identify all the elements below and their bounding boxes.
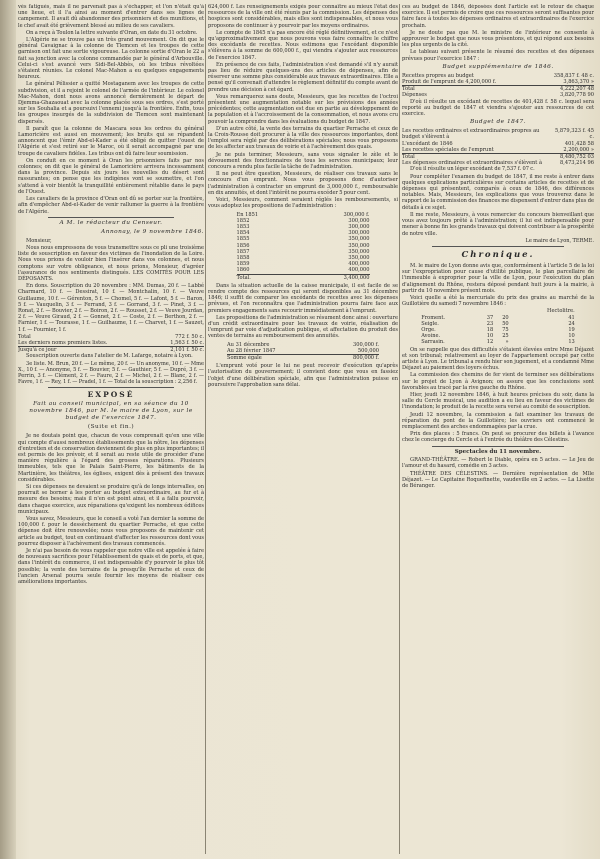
- article-text: Vous remarquerez sans doute, Messieurs, que les recettes de l'octroi présentent une augmentation notable sur les prévisions des années précédentes; cette augmentation est due en partie au développement de la population et à l'accroissement de la consommation, et nous avons cru pouvoir la comprendre dans les évaluations du budget de 1847.: [208, 93, 398, 125]
- row-label: Somme égale: [227, 354, 326, 361]
- row-value: 300,000 f.: [352, 341, 379, 348]
- budget-1846-table: [402, 73, 594, 99]
- article-text: L'emprunt voté pour le lui ne peut recevoir d'exécution qu'après l'autorisation du gouvernement; il convient donc que vous en fassiez l'objet d'une délibération spéciale, afin que l'administration puisse en poursuivre l'approbation sans délai.: [208, 363, 398, 388]
- article-text: Pour compléter l'examen du budget de 1847, il me reste à entrer dans quelques explications particulières sur certains articles de recettes et de dépenses qui présentent, comparés à ceux de 1846, des différences notables. Mais, Messieurs, les explications que vous trouverez dans le rapport de la commission des finances me dispensent d'entrer dans plus de détails à ce sujet.: [402, 173, 594, 211]
- article-text: Il ne peut être question, Messieurs, de réaliser ces travaux sans le concours d'un emprunt. Nous vous proposons donc d'autoriser l'administration à contracter un emprunt de 3,000,000 f., remboursable en dix annuités, et dont l'intérêt ne pourra excéder 5 pour cent.: [208, 171, 398, 196]
- table-cell: 400,000: [348, 267, 370, 274]
- table-cell: 401,428 58: [564, 140, 594, 147]
- article-text: Voici, Messieurs, comment seraient réglés les remboursements, si vous adoptez les propositions de l'administration :: [208, 197, 398, 210]
- chronicle-heading: Chronique.: [461, 249, 535, 260]
- article-text: Si ces dépenses ne devaient se produire qu'à de longs intervalles, on pourrait se borner à les porter au budget extraordinaire, au fur et à mesure des besoins; mais il n'en est point ainsi, et il a fallu pourvoir, dans chaque exercice, aux réparations qu'exigent les nombreux édifices municipaux.: [18, 484, 204, 515]
- table-cell: 1859: [236, 261, 250, 268]
- article-text: vés fatigués, mais il ne parvenait pas à s'échapper, et l'on n'était qu'à une lieue, et il l'a ainsi au moment d'entrer dans ses lignes de campement. Il avait dû abandonner des prisonniers et des munitions, et le chef avait été grièvement blessé au milieu de ses cavaliers.: [18, 4, 204, 29]
- column-1: [18, 4, 204, 854]
- article-text: Voici quelle a été la mercuriale du prix des grains au marché de la Guillotière du samedi 7 novembre 1846 :: [402, 294, 594, 308]
- table-cell: 300,000: [348, 230, 370, 237]
- table-cell: Recettes propres au budget: [402, 72, 474, 79]
- divider: [432, 446, 564, 447]
- table-cell: L'excédant de 1846: [402, 140, 453, 147]
- article-text: Les propositions de l'administration se résument donc ainsi : ouverture d'un crédit extraordinaire pour les travaux de voirie, réalisation de l'emprunt par voie d'adjudication publique, et affectation du produit des ventes de terrains au remboursement des annuités.: [208, 314, 398, 340]
- table-cell: Froment.: [421, 314, 446, 321]
- article-text: Monsieur,: [26, 237, 52, 244]
- article-text: Il me reste, Messieurs, à vous remercier du concours bienveillant que vous avez toujours prêté à l'administration; il lui est indispensable pour mener à bonne fin les grands travaux qui doivent contribuer à la prospérité de notre ville.: [402, 211, 594, 237]
- table-row: [237, 267, 370, 274]
- grain-price-table: [421, 308, 575, 345]
- table-cell: 20: [502, 314, 509, 321]
- table-cell: Total: [402, 86, 537, 93]
- article-text: Vous savez, Messieurs, que le conseil a voté l'an dernier la somme de 100,000 f. pour le dessèchement du quartier Perrache, et que cette dépense doit être renouvelée; nous vous proposons de maintenir cet article au budget, tout en continuant d'affecter les ressources dont vous pourrez disposer à l'achèvement des travaux commencés.: [18, 516, 204, 547]
- article-text: THÉÂTRE DES CÉLESTINS. — Dernière représentation de Mlle Déjazet. — Le Capitaine Roquefinette, vaudeville en 2 actes. — La Lisette de Béranger.: [402, 470, 594, 489]
- article-text: On se rappelle que des difficultés s'étaient élevées entre Mme Déjazet et son tribunal; relativement au loyer de l'appartement occupé par cette artiste à Lyon. Le tribunal a rendu hier son jugement, et a condamné Mme Déjazet au paiement des loyers échus.: [402, 346, 594, 372]
- binding-gutter: [0, 0, 16, 859]
- article-text: La commission des chemins de fer vient de terminer ses délibérations sur le projet de Lyon à Avignon; on assure que les conclusions sont favorables au tracé par la rive gauche du Rhône.: [402, 372, 594, 391]
- table-total-value: 3,400,000: [297, 274, 370, 281]
- article-text: Nous nous empressons de vous transmettre sous ce pli une troisième liste de souscription en faveur des victimes de l'inondation de la Loire. Nous vous prions de vouloir bien l'insérer dans vos colonnes, et nous comptons sur votre obligeance, et nous prions, Monsieur, d'agréer l'assurance de nos sentiments distingués. LES COMITÉS POUR LES DÉPOSANTS.: [18, 244, 204, 282]
- table-cell: 37: [486, 314, 494, 321]
- column-3: [402, 4, 594, 854]
- row-label: Au 31 décembre: [227, 341, 270, 348]
- table-cell: Seigle.: [421, 320, 439, 327]
- total-label: Total: [18, 333, 31, 340]
- article-text: Je n'ai pas besoin de vous rappeler que notre ville est appelée à faire de nouveaux sacrifices pour l'établissement de quais et de ports, et que, dans l'intérêt du commerce, il est indispensable d'y pourvoir le plus tôt possible; la vente des terrains de la presqu'île Perrache et ceux de l'ancien Arsenal pourra seule fournir les moyens de réaliser ces améliorations importantes.: [18, 548, 204, 586]
- table-cell: 1856: [236, 242, 250, 249]
- total-value: 772 f. 50 c.: [175, 333, 204, 340]
- section-title: EXPOSÉ: [87, 390, 135, 400]
- table-cell: Orge.: [421, 326, 436, 333]
- table-cell: 1853: [236, 223, 250, 230]
- article-text: Souscription ouverte dans l'atelier de M. Lafarge, notaire à Lyon.: [26, 353, 193, 360]
- subscription-list: En dons. Souscription du 20 novembre : MM. Dumas, 20 f. — Labbé Charmard, 10 f. — Dessirat, 10 f. — Montchalin, 10 f. — Veuve Guillaume, 10 f. — Gérenton, 5 f. — Chomel, 5 f. — Lafont, 5 f. — Baron, 5 f. — Vauquelin, 3 f. — Ferrand, 3 f. — Gorrand, 3 f. — Pinet, 3 f. — Ronat, 2 f. — Bouvier, 2 f. — Boiron, 2 f. — Rousset, 2 f. — Veuve Jourdan, 2 f. — Veuve Giraud, 2 f. — Gonnet, 2 f. — Coste, 2 f. — Berthon, 2 f. — Farnier, 1 f. — Tourasse, 1 f. — Guilhaume, 1 f. — Charvet, 1 f. — Sauzet, 1 f. — Fournier, 1 f.: [18, 283, 204, 333]
- table-cell: 300,000 f.: [343, 211, 370, 218]
- table-cell: Sarrasin.: [421, 339, 445, 346]
- table-row: [402, 128, 594, 140]
- table-cell: 8,480,752 03: [553, 154, 594, 161]
- article-text: Le général Pélissier a quitté Mostaganem avec les troupes de cette subdivision, et il a rejoint le colonel de l'armée de l'intérieur. Le colonel Mac-Mahon, dont nous avons annoncé dernièrement le départ de Djemma-Ghazaouat avec la colonne placée sous ses ordres, s'est porté sur les Souhalia et a poursuivi l'ennemi jusqu'à la frontière. Enfin, tous les groupes insurgés de la subdivision de Tlemcen sont maintenant dispersés.: [18, 81, 204, 125]
- table-cell: 1857: [236, 248, 250, 255]
- table-cell: 350,000: [348, 236, 370, 243]
- table-cell: 25: [502, 333, 509, 340]
- article-text: Hier, jeudi 12 novembre 1846, à huit heures précises du soir, dans la salle du Cercle musical, une audition a eu lieu en faveur des victimes de l'inondation; le produit de la recette sera versé au comité de souscription.: [402, 391, 594, 411]
- table-cell: »: [505, 339, 509, 346]
- table-cell: 41: [568, 314, 575, 321]
- table-head: Hectolitre.: [547, 308, 575, 315]
- table-cell: 3,863,370 »: [563, 79, 594, 86]
- article-text: Prix des places : 5 francs. On peut se procurer des billets à l'avance chez le concierge du Cercle et à l'entrée du théâtre des Célestins.: [402, 431, 594, 444]
- article-text: L'Algérie ne se trouve pas un très grand mouvement. On dit que le général Cavaignac à la colonne de Tlemcen et les troupes de cette garnison ont fait une sortie vigoureuse. La colonne sortie d'Oran le 22 a fait sa jonction avec la colonne commandée par le général d'Arbouville. Celui-ci s'est avancé vers Sidi-Bel-Abbès, où les tribus révoltées s'étaient réunies. Le colonel Mac-Mahon a eu quelques engagements heureux.: [18, 37, 204, 81]
- table-cell: 300,000: [348, 217, 370, 224]
- article-text: On conduit en ce moment à Oran les prisonniers faits par nos colonnes; on dit que le général de Lamoricière arrivera incessamment dans la province. Depuis six jours les nouvelles du désert sont rassurantes; on pense que les indigènes vont se soumettre, et l'on s'attend à voir bientôt la tranquillité entièrement rétablie dans le pays de l'Ouest.: [18, 157, 204, 195]
- table-cell: Dépenses: [402, 92, 427, 99]
- article-text: Il paraît que la colonne de Mascara sous les ordres du général Lamoricière est aussi en mouvement; les bruits qui se répandent annoncent que l'émir Abd-el-Kader a été obligé de quitter l'ouest de l'Algérie et s'est retiré sur le Maroc, où il serait accompagné par une troupe de cavaliers fidèles. Les tribus ont dû faire leur soumission.: [18, 125, 204, 157]
- subscription-totals: [18, 334, 204, 354]
- table-cell: 10: [568, 333, 575, 340]
- divider: [48, 387, 174, 388]
- table-cell: Produit de l'emprunt de 4,200,000 f.: [402, 79, 497, 86]
- table-cell: 350,000: [348, 248, 370, 255]
- table-cell: 1854: [236, 230, 250, 237]
- budget-heading: Budget supplémentaire de 1846.: [442, 63, 554, 70]
- table-row: [402, 147, 594, 154]
- article-text: Dans la situation actuelle de la caisse municipale, il est facile de se rendre compte des ressources qui seront disponibles au 31 décembre 1846; il suffit de comparer les excédants de recettes avec les dépenses prévues, et l'on reconnaîtra que l'administration pourra faire face aux premiers engagements sans recourir immédiatement à l'emprunt.: [208, 282, 398, 314]
- signature: Le maire de Lyon, TERME.: [525, 237, 594, 244]
- table-total-label: Total.: [237, 274, 297, 281]
- row-value: 800,000 f.: [326, 354, 379, 361]
- column-2: [208, 4, 398, 854]
- article-text: Les cavaliers de la province d'Oran ont dû se porter sur la frontière, afin d'empêcher Abd-el-Kader de venir rallumer la guerre à la frontière de l'Algérie.: [18, 196, 204, 215]
- article-text: Le tableau suivant présente le résumé des recettes et des dépenses prévues pour l'exercice 1847 :: [402, 49, 594, 62]
- article-text: Je ne doute pas que M. le ministre de l'intérieur ne consente à approuver le budget que nous vous présentons, et qui répond aux besoins les plus urgents de la cité.: [402, 29, 594, 49]
- total-value: 2,101 f. 50 c.: [153, 347, 204, 354]
- table-cell: Les dépenses ordinaires et extraordinaires s'élèvent à: [402, 160, 542, 167]
- table-cell: 8,473,214 96: [559, 160, 594, 167]
- table-cell: 350,000: [348, 254, 370, 261]
- table-cell: 50: [502, 320, 509, 327]
- row-value: 500,000: [357, 347, 379, 354]
- table-cell: 4,222,207 48: [537, 86, 594, 93]
- article-text: ces au budget de 1846, déposées dont l'article est le retour de chaque exercice. Il est permis de croire que ces ressources seront suffisantes pour faire face à toutes les dépenses ordinaires et extraordinaires de l'exercice prochain.: [402, 4, 594, 29]
- row-label: Au 28 février 1847: [227, 347, 276, 354]
- table-cell: 12: [486, 339, 494, 346]
- table-cell: 300,000: [348, 223, 370, 230]
- table-cell: 24: [568, 320, 575, 327]
- section-subtitle: Fait au conseil municipal, en sa séance du 10 novembre 1846, par M. le maire de Lyon, sur le budget de l'exercice 1847.: [29, 401, 193, 422]
- table-cell: 5,879,323 f. 45 c.: [555, 128, 594, 141]
- article-text: Je ne puis terminer, Messieurs, sans vous signaler le zèle et le dévouement des fonctionnaires de tous les services municipaux; leur concours a rendu plus facile la tâche de l'administration.: [208, 151, 398, 171]
- article-text: M. le maire de Lyon donne avis que, conformément à l'article 5 de la loi sur l'expropriation pour cause d'utilité publique, le plan parcellaire de l'immeuble à exproprier pour la ville de Lyon, pour l'exécution du plan d'alignement du Rhône, restera déposé pendant huit jours à la mairie, à partir du 10 novembre présent mois.: [402, 262, 594, 294]
- table-cell: 3,820,778 90: [559, 92, 594, 99]
- table-cell: Avoine.: [421, 333, 441, 340]
- table-cell: Total: [402, 154, 553, 161]
- total-value: 1,563 f. 50 c.: [170, 339, 204, 346]
- spectacles-heading: Spectacles du 11 novembre.: [454, 448, 542, 455]
- table-cell: 13: [568, 339, 575, 346]
- table-cell: 1852: [236, 217, 250, 224]
- letter-date: Annonay, le 9 novembre 1846.: [101, 228, 204, 235]
- table-cell: 19: [568, 326, 575, 333]
- budget-heading: Budget de 1847.: [469, 119, 527, 126]
- table-cell: Les recettes spéciales de l'emprunt: [402, 146, 494, 153]
- table-cell: Les recettes ordinaires et extraordinaires propres au budget s'élèvent à: [402, 128, 540, 141]
- table-cell: 1858: [236, 254, 250, 261]
- divider: [432, 246, 564, 247]
- article-text: 624,000 f. Les renseignements exigés pour connaître au mieux l'état des ressources de la ville ont été réunis par la commission. Les dépenses des hospices sont considérables, mais elles sont indispensables, et nous vous proposons de continuer à y pourvoir par les moyens ordinaires.: [208, 4, 398, 29]
- table-cell: 10: [486, 333, 494, 340]
- article-text: Je ne doutais point que, chacun de vous comprenait qu'en une ville qui compte d'aussi nombreux établissements que la nôtre, les dépenses d'entretien et de conservation deviennent de plus en plus importantes; il est permis de les prévoir, et il serait au reste utile de procéder d'une manière régulière à l'égard des grosses réparations. Plusieurs immeubles, tels que le Palais Saint-Pierre, les bâtiments de la Martinière, les théâtres, les églises, exigent dès à présent des travaux considérables.: [18, 433, 204, 483]
- article-text: Jeudi 12 novembre, la commission a fait examiner les travaux de réparation du pont de la Guillotière; les ouvriers ont commencé le remplacement des arches endommagées par la crue.: [402, 411, 594, 430]
- table-cell: 350,000: [348, 242, 370, 249]
- budget-1847-table: [402, 128, 594, 166]
- letter-heading: A M. le rédacteur du Censeur.: [59, 219, 163, 226]
- article-text: GRAND-THÉÂTRE. — Robert le Diable, opéra en 5 actes. — Le Jeu de l'amour et du hasard, comédie en 3 actes.: [402, 457, 594, 470]
- table-cell: 1855: [236, 236, 250, 243]
- table-row: [421, 339, 575, 345]
- table-cell: 23: [486, 320, 494, 327]
- column-rule: [205, 4, 206, 854]
- cash-table: [227, 342, 379, 362]
- table-row: [402, 86, 594, 93]
- column-rule: [399, 4, 400, 854]
- article-text: D'où il résulte un excédant de recettes de 401,428 f. 58 c. lequel sera reporté au budget de 1847 et viendra s'ajouter aux ressources de cet exercice.: [402, 98, 594, 118]
- article-text: En présence de ces faits, l'administration s'est demandé s'il n'y aurait pas lieu de réduire quelques-uns des articles de dépenses, afin de réserver une somme plus considérable aux travaux extraordinaires. Elle a pensé qu'il convenait d'attendre le règlement définitif du compte avant de prendre une décision à cet égard.: [208, 61, 398, 93]
- table-cell: 2,200,000 »: [563, 146, 594, 153]
- table-cell: 1860: [236, 267, 250, 274]
- table-row: [402, 79, 594, 86]
- divider: [48, 217, 174, 218]
- article-text: D'un autre côté, la vente des terrains du quartier Perrache et ceux de la Croix-Rousse doit procurer à la ville des ressources importantes, dont l'emploi sera réglé par des délibérations spéciales; nous vous proposons de les affecter aux travaux de voirie et à l'achèvement des quais.: [208, 125, 398, 151]
- article-text: On a reçu à Toulon la lettre suivante d'Oran, en date du 31 octobre.: [26, 29, 198, 36]
- table-cell: 75: [502, 326, 509, 333]
- repayment-table: [237, 212, 370, 281]
- section-subtitle: (Suite et fin.): [87, 424, 135, 431]
- table-cell: 18: [486, 326, 494, 333]
- table-cell: 358,837 f. 48 c.: [553, 72, 594, 79]
- total-label: Les derniers noms premiers listes.: [18, 339, 108, 346]
- article-text: Le compte de 1845 n'a pas encore été réglé définitivement, et ce n'est qu'approximativement que nous pouvons vous faire connaître le chiffre des excédants de recettes. Nous estimons que l'excédant disponible s'élèvera à la somme de 600,000 f., qui viendra s'ajouter aux ressources de l'exercice 1847.: [208, 29, 398, 61]
- subscription-list: 3e liste. M. Brun, 20 f. — Le même, 20 f. — Un anonyme, 10 f. — Mme X., 10 f. — Anonyme, 5 f. — Bouvier, 5 f. — Gauthier, 5 f. — Dupré, 3 f. — Perrin, 3 f. — Clément, 2 f. — Faure, 2 f. — Michel, 2 f. — Blanc, 2 f. — Favre, 1 f. — Rey, 1 f. — Pradel, 1 f. — Total de la souscription : 2,256 f.: [18, 360, 204, 386]
- article-text: D'où il résulte un léger excédant de 7,537 f. 07 c.: [410, 166, 535, 173]
- table-cell: En 1851: [236, 211, 259, 218]
- total-label: Jusqu'à ce jour: [18, 347, 153, 354]
- table-cell: 400,000: [348, 261, 370, 268]
